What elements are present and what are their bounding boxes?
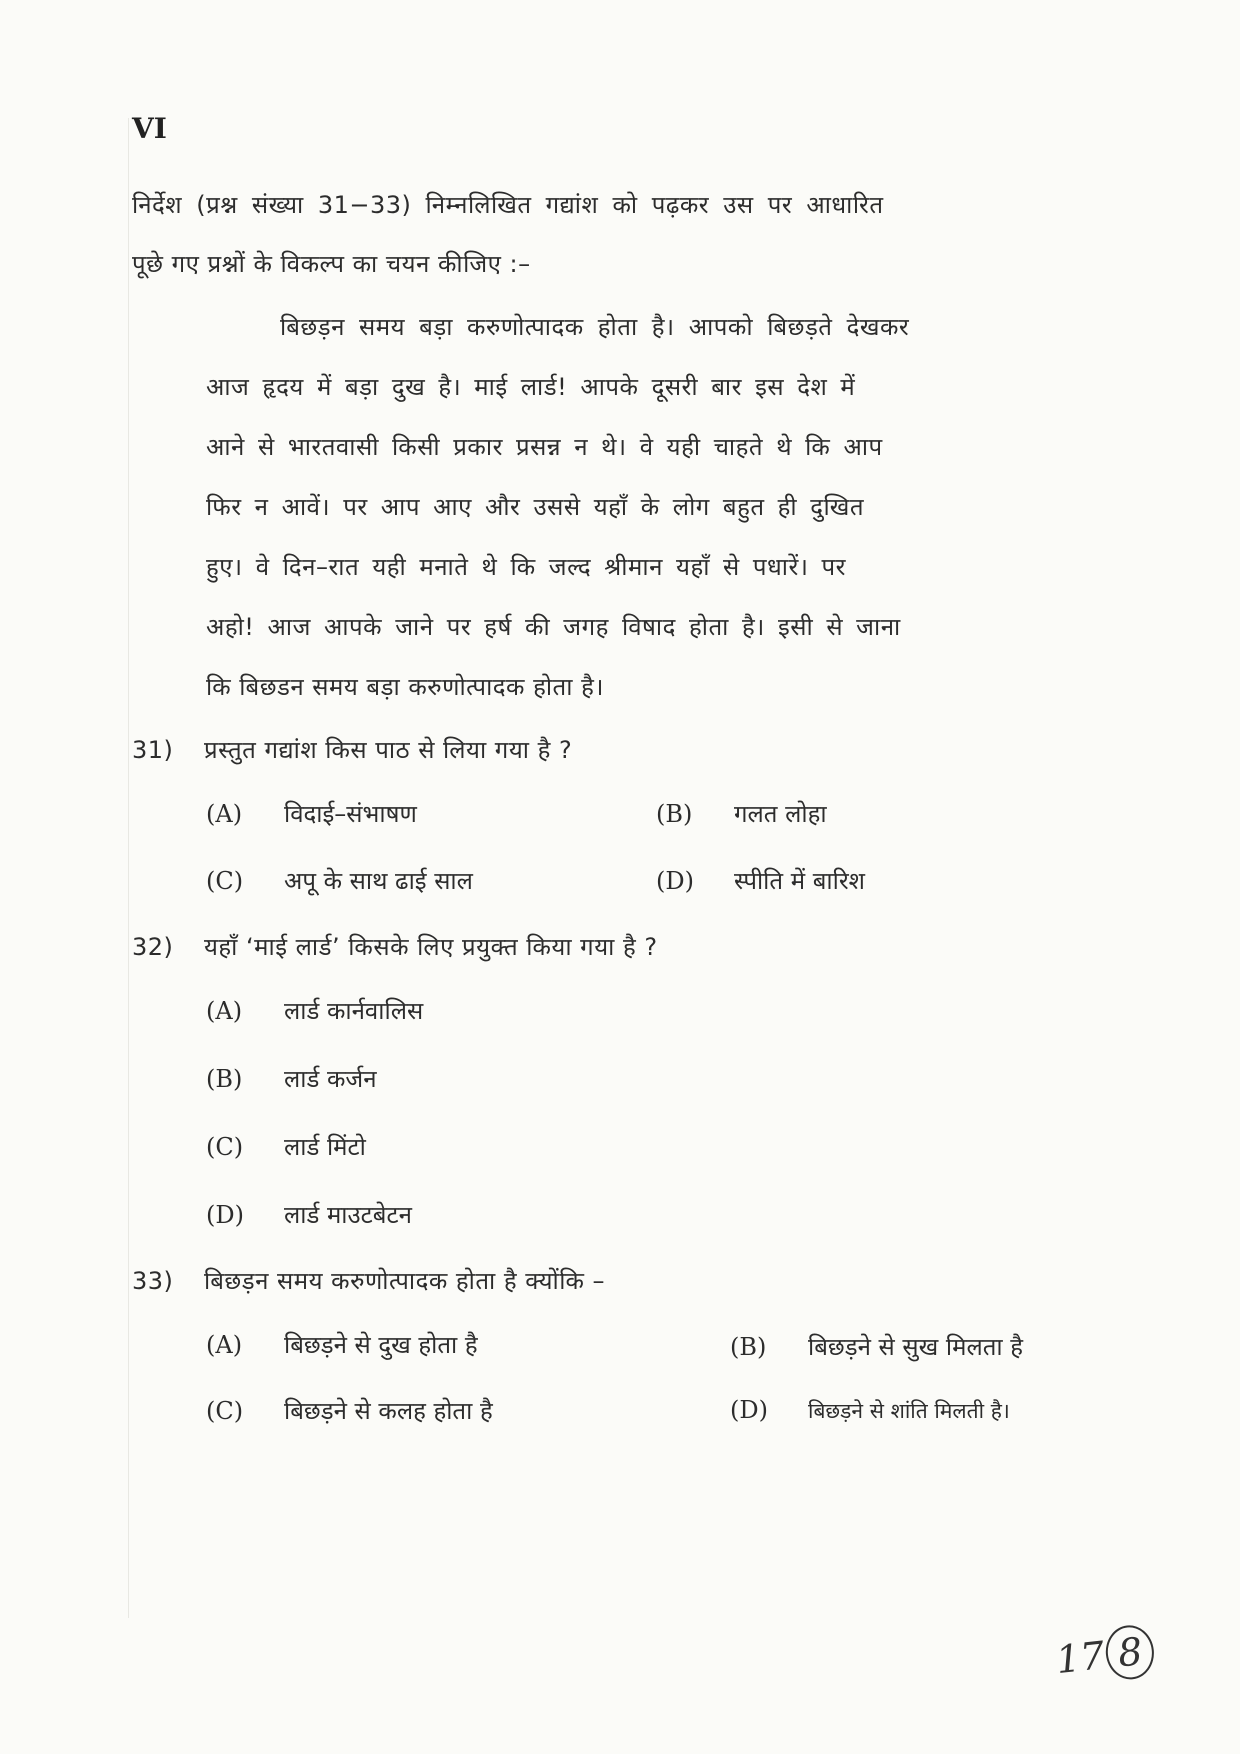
question-text: यहाँ ‘माई लार्ड’ किसके लिए प्रयुक्त किया गया है ? [204,933,658,961]
passage-line-2: आज हृदय में बड़ा दुख है। माई लार्ड! आपके दूसरी बार इस देश में [206,373,856,401]
q31-option-a[interactable]: (A) विदाई–संभाषण [206,800,417,828]
instruction-line-2: पूछे गए प्रश्नों के विकल्प का चयन कीजिए :– [132,250,531,278]
section-label: VI [132,112,167,145]
q31-option-c[interactable]: (C) अपू के साथ ढाई साल [206,867,473,895]
question-text: बिछड़न समय करुणोत्पादक होता है क्योंकि – [204,1267,606,1295]
passage-line-1: बिछड़न समय बड़ा करुणोत्पादक होता है। आपको बिछड़ते देखकर [280,313,910,341]
question-number: 32) [132,933,174,961]
q33-option-b[interactable]: (B) बिछड़ने से सुख मिलता है [730,1333,1023,1361]
passage-line-7: कि बिछडन समय बड़ा करुणोत्पादक होता है। [206,673,604,701]
question-31 [132,733,572,766]
q31-option-d[interactable]: (D) स्पीति में बारिश [656,867,865,895]
question-text: प्रस्तुत गद्यांश किस पाठ से लिया गया है ? [204,736,573,764]
passage-line-4: फिर न आवें। पर आप आए और उससे यहाँ के लोग बहुत ही दुखित [206,493,865,521]
q32-option-c[interactable]: (C) लार्ड मिंटो [206,1133,366,1161]
passage-line-6: अहो! आज आपके जाने पर हर्ष की जगह विषाद होता है। इसी से जाना [206,613,901,641]
passage-line-5: हुए। वे दिन–रात यही मनाते थे कि जल्द श्रीमान यहाँ से पधारें। पर [206,553,846,581]
question-number: 33) [132,1267,174,1295]
passage-line-3: आने से भारतवासी किसी प्रकार प्रसन्न न थे। वे यही चाहते थे कि आप [206,433,883,461]
page-mark-circled-number: 8 [1104,1623,1157,1682]
question-number: 31) [132,736,174,764]
question-33 [132,1264,605,1297]
page-mark-number: 17 [1053,1633,1107,1683]
question-32 [132,930,658,963]
q33-option-a[interactable]: (A) बिछड़ने से दुख होता है [206,1331,478,1359]
handwritten-page-mark [1053,1623,1156,1687]
instruction-line-1: निर्देश (प्रश्न संख्या 31−33) निम्नलिखित गद्यांश को पढ़कर उस पर आधारित [132,191,884,219]
q32-option-a[interactable]: (A) लार्ड कार्नवालिस [206,997,424,1025]
q32-option-d[interactable]: (D) लार्ड माउटबेटन [206,1201,412,1229]
q33-option-c[interactable]: (C) बिछड़ने से कलह होता है [206,1397,493,1425]
q31-option-b[interactable]: (B) गलत लोहा [656,800,827,828]
scan-edge-line [128,118,129,1618]
q32-option-b[interactable]: (B) लार्ड कर्जन [206,1065,377,1093]
q33-option-d[interactable]: (D) बिछड़ने से शांति मिलती है। [730,1396,1010,1424]
